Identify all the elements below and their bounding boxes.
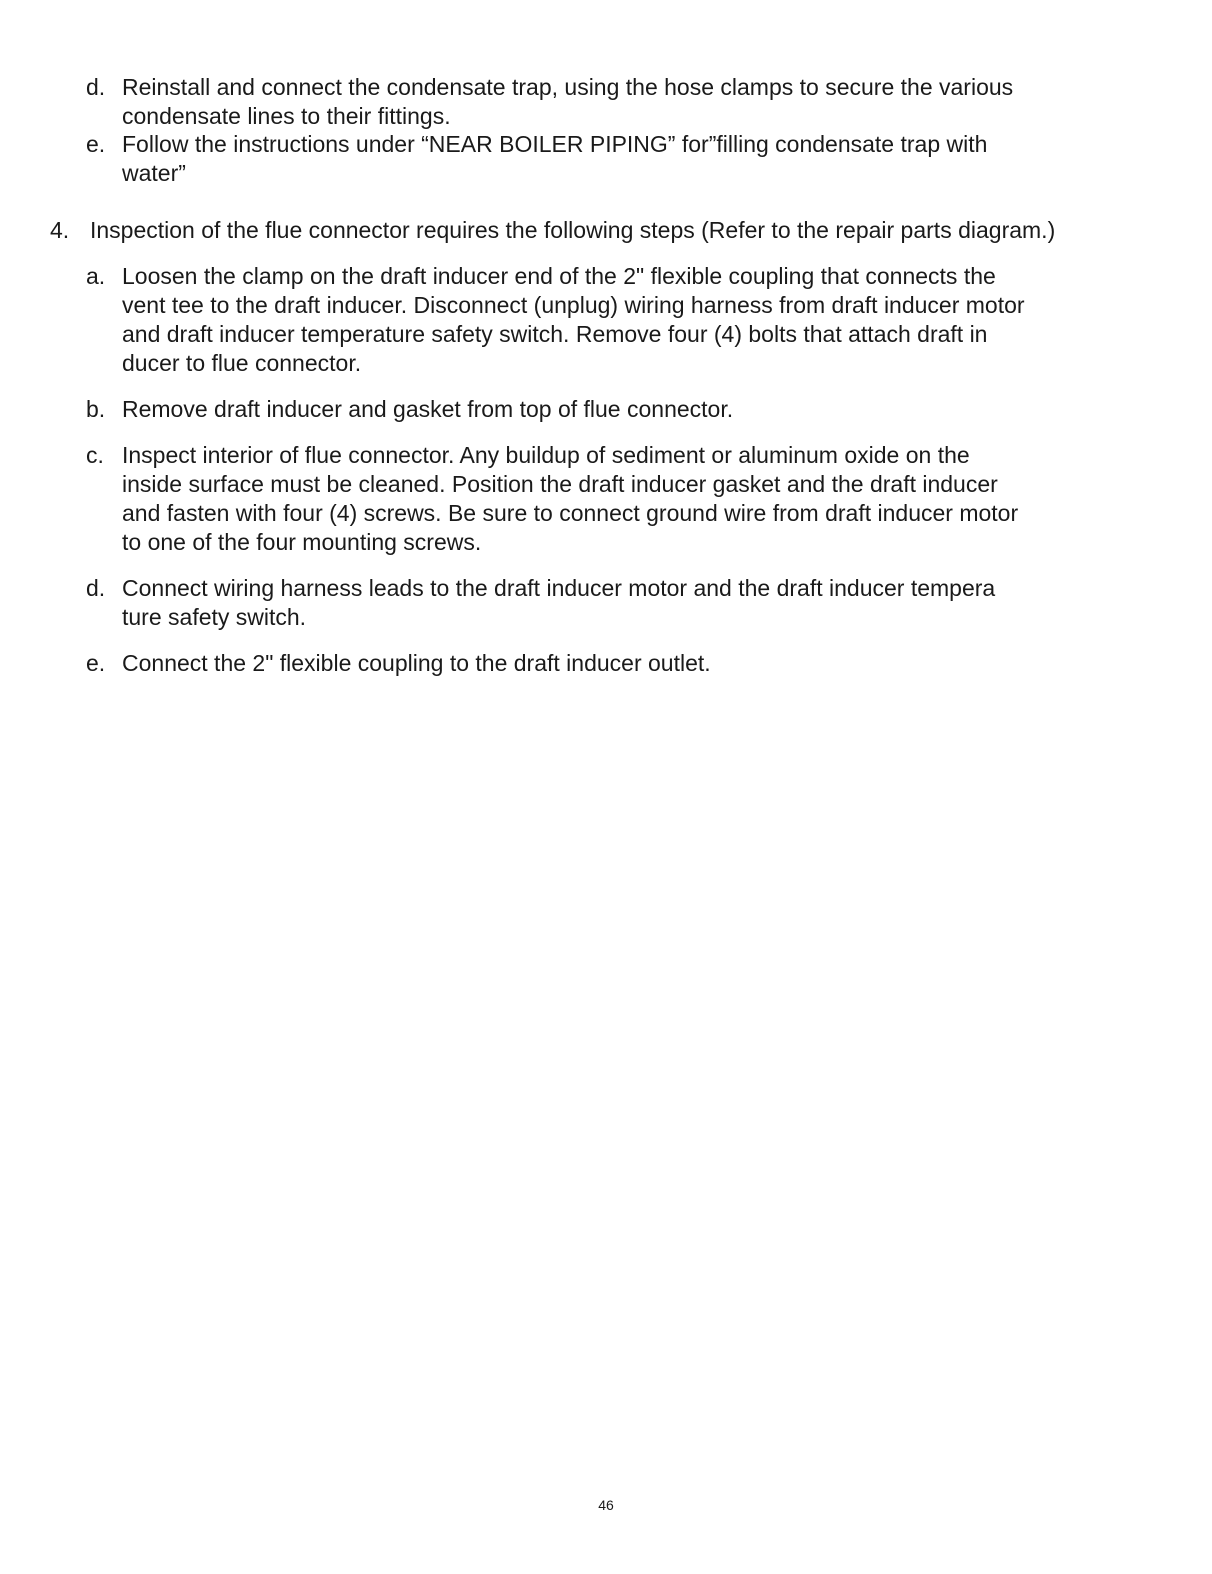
list-item-text: Loosen the clamp on the draft inducer end of the 2" flexible coupling that connects the vent tee to the draft inducer. Disconnect (unplug) wiring harness from draft inducer motor and draft inducer temperature safety switch. Remove four (4) bolts that attach draft in ducer to flue connector. bbox=[122, 263, 1025, 376]
list-item-text: Follow the instructions under “NEAR BOILER PIPING” for”filling condensate trap with water” bbox=[122, 131, 988, 186]
step-4 bbox=[50, 216, 1150, 245]
step-text: Inspection of the flue connector requires the following steps (Refer to the repair parts diagram.) bbox=[90, 217, 1056, 243]
list-marker: e. bbox=[86, 650, 106, 676]
list-item-text: Connect wiring harness leads to the draft inducer motor and the draft inducer tempera ture safety switch. bbox=[122, 575, 996, 630]
list-marker: d. bbox=[86, 74, 106, 100]
substep-e bbox=[86, 649, 1086, 678]
list-item-text: Connect the 2" flexible coupling to the draft inducer outlet. bbox=[122, 650, 711, 676]
list-marker: e. bbox=[86, 131, 106, 157]
list-item-text: Reinstall and connect the condensate trap, using the hose clamps to secure the various condensate lines to their fittings. bbox=[122, 74, 1014, 129]
list-marker: b. bbox=[86, 396, 106, 422]
step-number: 4. bbox=[50, 217, 70, 243]
list-item-text: Inspect interior of flue connector. Any buildup of sediment or aluminum oxide on the inside surface must be cleaned. Position the draft inducer gasket and the draft inducer and fasten with four (4) screws. Be sure to connect ground wire from draft inducer motor to one of the four mounting screws. bbox=[122, 442, 1019, 555]
substep-d bbox=[86, 574, 1086, 632]
list-marker: a. bbox=[86, 263, 106, 289]
substep-b bbox=[86, 395, 1086, 424]
list-marker: c. bbox=[86, 442, 104, 468]
list-item-text: Remove draft inducer and gasket from top of flue connector. bbox=[122, 396, 734, 422]
list-item-d-top bbox=[86, 73, 1086, 131]
substep-a bbox=[86, 262, 1086, 378]
list-marker: d. bbox=[86, 575, 106, 601]
substep-c bbox=[86, 441, 1086, 557]
page-number: 46 bbox=[598, 1497, 614, 1513]
list-item-e-top bbox=[86, 130, 1086, 188]
